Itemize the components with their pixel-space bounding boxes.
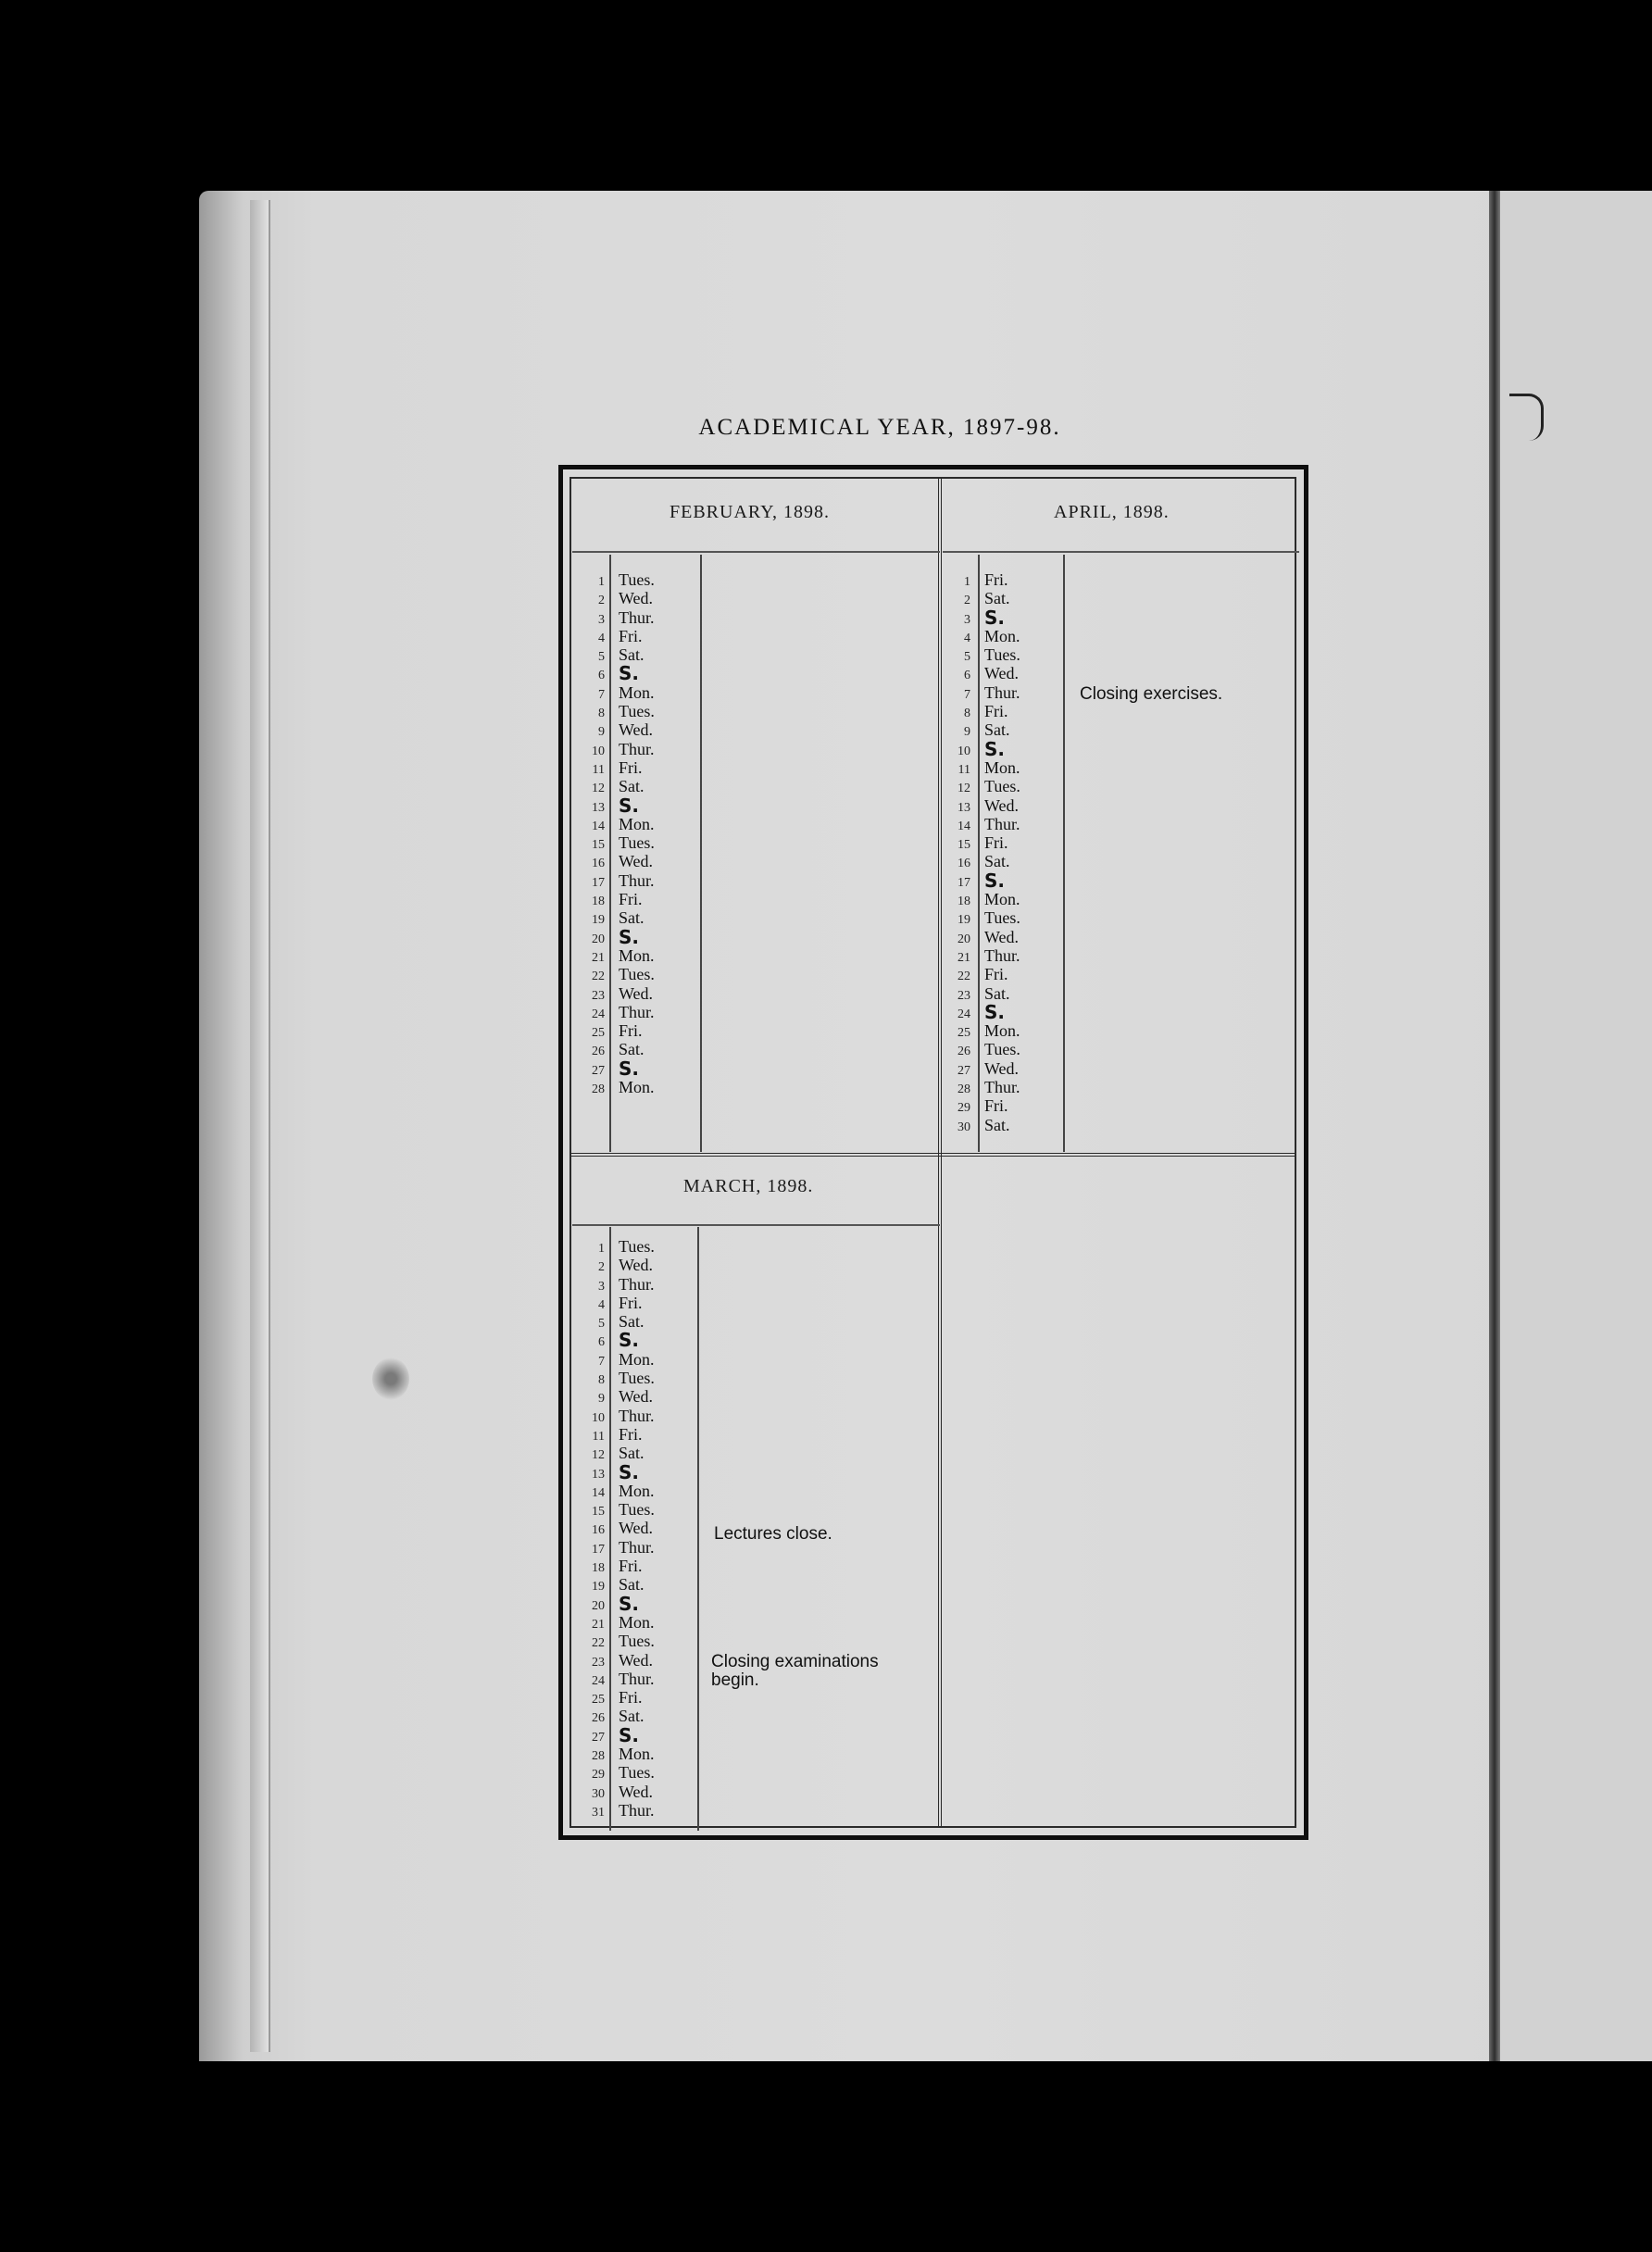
weekday-label: Sat. bbox=[619, 645, 645, 665]
april-day-list bbox=[943, 571, 1295, 1135]
weekday-label: Fri. bbox=[984, 702, 1008, 721]
weekday-label: Mon. bbox=[619, 1612, 655, 1632]
day-number: 10 bbox=[957, 744, 970, 758]
day-number: 5 bbox=[964, 650, 970, 665]
weekday-label: Tues. bbox=[619, 1369, 655, 1388]
april-day-row bbox=[943, 665, 1295, 683]
sunday-marker: S. bbox=[984, 606, 1006, 629]
weekday-label: Wed. bbox=[619, 720, 654, 740]
facing-page-mark bbox=[1509, 394, 1544, 441]
april-day-row bbox=[943, 606, 1295, 629]
day-number: 13 bbox=[592, 1467, 605, 1482]
weekday-label: Thur. bbox=[619, 739, 655, 758]
weekday-label: Thur. bbox=[984, 682, 1020, 702]
day-number: 8 bbox=[598, 1373, 605, 1388]
day-number: 5 bbox=[598, 1317, 605, 1332]
day-number: 13 bbox=[957, 800, 970, 815]
weekday-label: Thur. bbox=[984, 1078, 1020, 1097]
march-day-row bbox=[577, 1257, 929, 1275]
day-number: 3 bbox=[964, 612, 970, 627]
day-number: 22 bbox=[592, 970, 605, 984]
day-number: 15 bbox=[592, 838, 605, 853]
day-number: 11 bbox=[592, 762, 605, 777]
weekday-label: Thur. bbox=[619, 1002, 655, 1021]
day-number: 10 bbox=[592, 744, 605, 758]
day-number: 28 bbox=[957, 1082, 970, 1097]
weekday-label: Fri. bbox=[619, 1021, 643, 1041]
weekday-label: Sat. bbox=[619, 1040, 645, 1059]
facing-page bbox=[1500, 191, 1652, 2061]
march-day-row bbox=[577, 1238, 929, 1257]
weekday-label: Sat. bbox=[619, 908, 645, 928]
april-day-row bbox=[943, 1079, 1295, 1097]
march-day-row bbox=[577, 1558, 929, 1576]
weekday-label: Mon. bbox=[984, 626, 1020, 645]
day-number: 21 bbox=[592, 1617, 605, 1632]
march-note-lectures-close: Lectures close. bbox=[714, 1524, 832, 1544]
day-number: 28 bbox=[592, 1082, 605, 1097]
weekday-label: Mon. bbox=[619, 814, 655, 833]
day-number: 7 bbox=[598, 1354, 605, 1369]
day-number: 1 bbox=[598, 1242, 605, 1256]
day-number: 20 bbox=[957, 932, 970, 946]
february-day-row bbox=[577, 609, 929, 628]
april-day-row bbox=[943, 891, 1295, 909]
day-number: 6 bbox=[598, 1335, 605, 1350]
weekday-label: Tues. bbox=[984, 777, 1020, 796]
day-number: 31 bbox=[592, 1805, 605, 1820]
weekday-label: Fri. bbox=[984, 570, 1008, 589]
day-number: 18 bbox=[592, 895, 605, 909]
day-number: 8 bbox=[598, 707, 605, 721]
day-number: 17 bbox=[957, 875, 970, 890]
day-number: 1 bbox=[598, 575, 605, 589]
day-number: 26 bbox=[592, 1711, 605, 1726]
weekday-label: Tues. bbox=[619, 1500, 655, 1520]
march-day-row bbox=[577, 1783, 929, 1802]
day-number: 30 bbox=[592, 1786, 605, 1801]
day-number: 19 bbox=[592, 913, 605, 928]
day-number: 12 bbox=[592, 1448, 605, 1463]
april-note-closing-exercises: Closing exercises. bbox=[1080, 684, 1223, 704]
day-number: 7 bbox=[598, 687, 605, 702]
day-number: 20 bbox=[592, 932, 605, 946]
day-number: 14 bbox=[592, 819, 605, 833]
april-day-row bbox=[943, 1022, 1295, 1041]
weekday-label: Sat. bbox=[984, 720, 1010, 740]
weekday-label: Sat. bbox=[619, 1312, 645, 1332]
weekday-label: Thur. bbox=[984, 814, 1020, 833]
weekday-label: Wed. bbox=[619, 1256, 654, 1275]
march-day-row bbox=[577, 1351, 929, 1370]
sunday-marker: S. bbox=[619, 1329, 640, 1352]
february-title: FEBRUARY, 1898. bbox=[670, 502, 831, 522]
weekday-label: Fri. bbox=[984, 833, 1008, 853]
april-day-row bbox=[943, 703, 1295, 721]
february-title-rule bbox=[572, 551, 940, 553]
day-number: 23 bbox=[592, 1655, 605, 1670]
weekday-label: Wed. bbox=[984, 927, 1020, 946]
weekday-label: Tues. bbox=[619, 965, 655, 984]
march-day-row bbox=[577, 1483, 929, 1501]
weekday-label: Wed. bbox=[619, 852, 654, 871]
march-day-row bbox=[577, 1689, 929, 1708]
weekday-label: Wed. bbox=[984, 1058, 1020, 1078]
february-day-row bbox=[577, 662, 929, 685]
weekday-label: Thur. bbox=[619, 607, 655, 627]
april-day-row bbox=[943, 797, 1295, 816]
day-number: 11 bbox=[957, 762, 970, 777]
day-number: 11 bbox=[592, 1429, 605, 1444]
february-day-row bbox=[577, 628, 929, 646]
day-number: 21 bbox=[592, 950, 605, 965]
weekday-label: Tues. bbox=[619, 1632, 655, 1651]
day-number: 20 bbox=[592, 1598, 605, 1613]
weekday-label: Tues. bbox=[619, 1763, 655, 1783]
day-number: 22 bbox=[592, 1636, 605, 1651]
weekday-label: Wed. bbox=[619, 1650, 654, 1670]
day-number: 9 bbox=[598, 725, 605, 740]
weekday-label: Tues. bbox=[619, 702, 655, 721]
weekday-label: Wed. bbox=[984, 795, 1020, 815]
weekday-label: Thur. bbox=[619, 870, 655, 890]
march-day-row bbox=[577, 1723, 929, 1746]
april-day-row bbox=[943, 1117, 1295, 1135]
day-number: 13 bbox=[592, 800, 605, 815]
april-day-row bbox=[943, 909, 1295, 928]
february-day-row bbox=[577, 1079, 929, 1097]
weekday-label: Mon. bbox=[619, 1078, 655, 1097]
april-day-row bbox=[943, 1041, 1295, 1059]
day-number: 12 bbox=[592, 782, 605, 796]
day-number: 9 bbox=[598, 1392, 605, 1407]
weekday-label: Tues. bbox=[984, 1040, 1020, 1059]
weekday-label: Sat. bbox=[619, 1444, 645, 1463]
day-number: 3 bbox=[598, 1279, 605, 1294]
weekday-label: Sat. bbox=[984, 589, 1010, 608]
day-number: 27 bbox=[592, 1063, 605, 1078]
day-number: 26 bbox=[592, 1045, 605, 1059]
weekday-label: Fri. bbox=[619, 1424, 643, 1444]
march-day-row bbox=[577, 1764, 929, 1783]
day-number: 23 bbox=[592, 988, 605, 1003]
april-day-row bbox=[943, 759, 1295, 778]
day-number: 28 bbox=[592, 1749, 605, 1764]
sunday-marker: S. bbox=[619, 662, 640, 685]
february-day-row bbox=[577, 966, 929, 984]
april-day-row bbox=[943, 834, 1295, 853]
february-day-row bbox=[577, 571, 929, 590]
sunday-marker: S. bbox=[984, 869, 1006, 892]
march-day-row bbox=[577, 1295, 929, 1313]
day-number: 19 bbox=[592, 1580, 605, 1595]
weekday-label: Fri. bbox=[619, 626, 643, 645]
weekday-label: Wed. bbox=[984, 664, 1020, 683]
day-number: 21 bbox=[957, 950, 970, 965]
april-day-row bbox=[943, 571, 1295, 590]
february-day-row bbox=[577, 703, 929, 721]
march-day-row bbox=[577, 1408, 929, 1426]
day-number: 7 bbox=[964, 687, 970, 702]
weekday-label: Thur. bbox=[984, 945, 1020, 965]
day-number: 24 bbox=[957, 1007, 970, 1021]
sunday-marker: S. bbox=[619, 1057, 640, 1080]
april-day-row bbox=[943, 929, 1295, 947]
march-note-exams bbox=[711, 1653, 879, 1690]
march-day-row bbox=[577, 1592, 929, 1615]
day-number: 2 bbox=[598, 594, 605, 608]
february-day-row bbox=[577, 985, 929, 1004]
march-day-row bbox=[577, 1501, 929, 1520]
weekday-label: Wed. bbox=[619, 983, 654, 1003]
weekday-label: Fri. bbox=[619, 1293, 643, 1312]
april-title-rule bbox=[943, 551, 1299, 553]
april-day-row bbox=[943, 869, 1295, 892]
day-number: 15 bbox=[592, 1505, 605, 1520]
section-divider bbox=[569, 1153, 1296, 1157]
day-number: 9 bbox=[964, 725, 970, 740]
sunday-marker: S. bbox=[619, 1723, 640, 1746]
weekday-label: Sat. bbox=[984, 852, 1010, 871]
sunday-marker: S. bbox=[619, 1460, 640, 1483]
book-gutter bbox=[1489, 191, 1500, 2061]
february-day-row bbox=[577, 925, 929, 948]
april-day-row bbox=[943, 628, 1295, 646]
day-number: 27 bbox=[957, 1063, 970, 1078]
sunday-marker: S. bbox=[619, 794, 640, 817]
sunday-marker: S. bbox=[984, 737, 1006, 760]
day-number: 29 bbox=[592, 1768, 605, 1783]
weekday-label: Wed. bbox=[619, 1782, 654, 1801]
weekday-label: Fri. bbox=[619, 1557, 643, 1576]
weekday-label: Sat. bbox=[984, 983, 1010, 1003]
day-number: 4 bbox=[598, 1297, 605, 1312]
day-number: 16 bbox=[957, 857, 970, 871]
february-day-row bbox=[577, 816, 929, 834]
day-number: 4 bbox=[598, 631, 605, 645]
day-number: 15 bbox=[957, 838, 970, 853]
february-day-row bbox=[577, 721, 929, 740]
february-day-list bbox=[577, 571, 929, 1097]
page-title: ACADEMICAL YEAR, 1897-98. bbox=[698, 415, 1061, 440]
march-day-row bbox=[577, 1460, 929, 1483]
march-note-exams-line1: Closing examinations bbox=[711, 1652, 879, 1671]
weekday-label: Mon. bbox=[619, 1349, 655, 1369]
day-number: 10 bbox=[592, 1410, 605, 1425]
march-title: MARCH, 1898. bbox=[683, 1176, 814, 1196]
february-day-row bbox=[577, 1004, 929, 1022]
weekday-label: Tues. bbox=[619, 833, 655, 853]
april-day-row bbox=[943, 1097, 1295, 1116]
sunday-marker: S. bbox=[619, 925, 640, 948]
day-number: 16 bbox=[592, 1523, 605, 1538]
weekday-label: Thur. bbox=[619, 1537, 655, 1557]
day-number: 2 bbox=[598, 1260, 605, 1275]
day-number: 1 bbox=[964, 575, 970, 589]
february-day-row bbox=[577, 759, 929, 778]
february-day-row bbox=[577, 741, 929, 759]
weekday-label: Mon. bbox=[984, 890, 1020, 909]
day-number: 17 bbox=[592, 875, 605, 890]
day-number: 25 bbox=[957, 1026, 970, 1041]
weekday-label: Thur. bbox=[619, 1800, 655, 1820]
day-number: 18 bbox=[957, 895, 970, 909]
april-day-row bbox=[943, 966, 1295, 984]
february-day-row bbox=[577, 684, 929, 703]
march-day-row bbox=[577, 1329, 929, 1352]
day-number: 6 bbox=[964, 669, 970, 683]
weekday-label: Sat. bbox=[619, 1707, 645, 1726]
february-day-row bbox=[577, 1057, 929, 1080]
march-day-row bbox=[577, 1388, 929, 1407]
weekday-label: Fri. bbox=[619, 890, 643, 909]
day-number: 25 bbox=[592, 1026, 605, 1041]
day-number: 18 bbox=[592, 1561, 605, 1576]
march-note-exams-line2: begin. bbox=[711, 1670, 759, 1690]
april-day-row bbox=[943, 1000, 1295, 1023]
march-day-row bbox=[577, 1614, 929, 1633]
weekday-label: Mon. bbox=[619, 945, 655, 965]
weekday-label: Mon. bbox=[984, 1021, 1020, 1041]
day-number: 3 bbox=[598, 612, 605, 627]
april-title: APRIL, 1898. bbox=[1054, 502, 1170, 522]
day-number: 2 bbox=[964, 594, 970, 608]
weekday-label: Thur. bbox=[619, 1274, 655, 1294]
weekday-label: Thur. bbox=[619, 1406, 655, 1425]
day-number: 24 bbox=[592, 1007, 605, 1021]
weekday-label: Fri. bbox=[619, 757, 643, 777]
day-number: 4 bbox=[964, 631, 970, 645]
weekday-label: Mon. bbox=[619, 1481, 655, 1500]
day-number: 29 bbox=[957, 1101, 970, 1116]
weekday-label: Tues. bbox=[619, 1237, 655, 1256]
day-number: 27 bbox=[592, 1730, 605, 1745]
sunday-marker: S. bbox=[619, 1592, 640, 1615]
weekday-label: Fri. bbox=[619, 1688, 643, 1708]
weekday-label: Mon. bbox=[619, 682, 655, 702]
sunday-marker: S. bbox=[984, 1000, 1006, 1023]
february-day-row bbox=[577, 947, 929, 966]
march-day-row bbox=[577, 1276, 929, 1295]
april-day-row bbox=[943, 737, 1295, 760]
day-number: 14 bbox=[957, 819, 970, 833]
weekday-label: Tues. bbox=[619, 570, 655, 589]
april-day-row bbox=[943, 947, 1295, 966]
march-day-row bbox=[577, 1370, 929, 1388]
february-day-row bbox=[577, 853, 929, 871]
february-day-row bbox=[577, 794, 929, 817]
weekday-label: Sat. bbox=[619, 1575, 645, 1595]
weekday-label: Mon. bbox=[984, 757, 1020, 777]
february-day-row bbox=[577, 891, 929, 909]
calendar-frame bbox=[558, 465, 1308, 1840]
april-day-row bbox=[943, 816, 1295, 834]
weekday-label: Sat. bbox=[619, 777, 645, 796]
day-number: 14 bbox=[592, 1485, 605, 1500]
day-number: 17 bbox=[592, 1542, 605, 1557]
day-number: 16 bbox=[592, 857, 605, 871]
day-number: 12 bbox=[957, 782, 970, 796]
march-day-row bbox=[577, 1633, 929, 1651]
day-number: 30 bbox=[957, 1120, 970, 1134]
day-number: 5 bbox=[598, 650, 605, 665]
weekday-label: Wed. bbox=[619, 1387, 654, 1407]
day-number: 8 bbox=[964, 707, 970, 721]
day-number: 26 bbox=[957, 1045, 970, 1059]
february-day-row bbox=[577, 590, 929, 608]
day-number: 22 bbox=[957, 970, 970, 984]
march-day-row bbox=[577, 1802, 929, 1820]
day-number: 25 bbox=[592, 1693, 605, 1708]
march-title-rule bbox=[572, 1224, 940, 1226]
april-day-row bbox=[943, 646, 1295, 665]
weekday-label: Sat. bbox=[984, 1115, 1010, 1134]
day-number: 23 bbox=[957, 988, 970, 1003]
ink-blot bbox=[372, 1357, 409, 1400]
march-day-row bbox=[577, 1745, 929, 1764]
weekday-label: Mon. bbox=[619, 1745, 655, 1764]
page-edge bbox=[250, 200, 270, 2052]
february-day-row bbox=[577, 1022, 929, 1041]
weekday-label: Tues. bbox=[984, 908, 1020, 928]
day-number: 24 bbox=[592, 1673, 605, 1688]
weekday-label: Fri. bbox=[984, 965, 1008, 984]
april-day-row bbox=[943, 1060, 1295, 1079]
weekday-label: Thur. bbox=[619, 1669, 655, 1688]
april-day-row bbox=[943, 778, 1295, 796]
february-day-row bbox=[577, 834, 929, 853]
february-day-row bbox=[577, 872, 929, 891]
day-number: 19 bbox=[957, 913, 970, 928]
weekday-label: Fri. bbox=[984, 1096, 1008, 1116]
day-number: 6 bbox=[598, 669, 605, 683]
march-day-row bbox=[577, 1426, 929, 1445]
weekday-label: Tues. bbox=[984, 645, 1020, 665]
weekday-label: Wed. bbox=[619, 589, 654, 608]
weekday-label: Wed. bbox=[619, 1519, 654, 1538]
